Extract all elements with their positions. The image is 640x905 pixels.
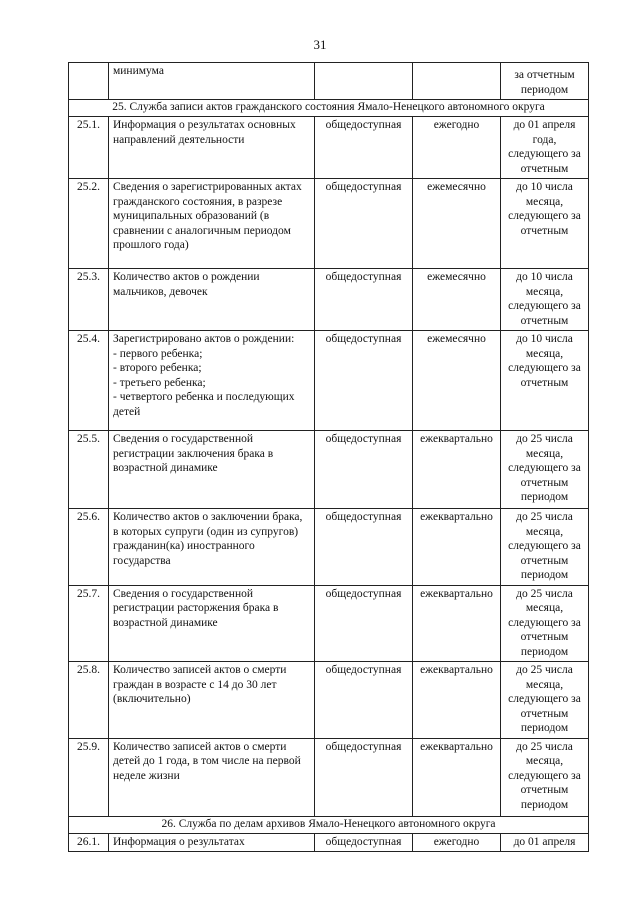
table-row: [69, 63, 589, 100]
row-periodicity: ежемесячно: [413, 179, 501, 269]
row-access: [315, 63, 413, 100]
page-number: 31: [313, 37, 327, 52]
row-deadline: до 25 числа месяца, следующего за отчетным периодом: [501, 431, 589, 509]
row-periodicity: ежеквартально: [413, 662, 501, 739]
row-periodicity: ежеквартально: [413, 585, 501, 662]
row-access: общедоступная: [315, 117, 413, 179]
row-periodicity: ежеквартально: [413, 509, 501, 586]
table-row: [69, 585, 589, 662]
table-row: [69, 833, 589, 852]
row-access: общедоступная: [315, 331, 413, 431]
row-name: Сведения о государственной регистрации расторжения брака в возрастной динамике: [109, 585, 315, 662]
data-table: [68, 62, 589, 852]
table-row: [69, 662, 589, 739]
row-name: Количество записей актов о смерти граждан в возрасте с 14 до 30 лет (включительно): [109, 662, 315, 739]
row-deadline: до 10 числа месяца, следующего за отчетным: [501, 179, 589, 269]
row-number: 25.2.: [69, 179, 109, 269]
row-name: Количество актов о заключении брака, в которых супруги (один из супругов) гражданин(ка) иностранного государства: [109, 509, 315, 586]
section-row: [69, 100, 589, 117]
row-name: Сведения о государственной регистрации заключения брака в возрастной динамике: [109, 431, 315, 509]
row-name: Сведения о зарегистрированных актах гражданского состояния, в разрезе муниципальных образований (в сравнении с аналогичным периодом прошлого года): [109, 179, 315, 269]
row-periodicity: ежемесячно: [413, 269, 501, 331]
row-name: Информация о результатах: [109, 833, 315, 852]
row-access: общедоступная: [315, 179, 413, 269]
row-number: 25.4.: [69, 331, 109, 431]
row-number: 25.8.: [69, 662, 109, 739]
row-number: 25.7.: [69, 585, 109, 662]
row-deadline: до 25 числа месяца, следующего за отчетным периодом: [501, 509, 589, 586]
row-access: общедоступная: [315, 738, 413, 816]
row-access: общедоступная: [315, 662, 413, 739]
row-name: Количество актов о рождении мальчиков, девочек: [109, 269, 315, 331]
row-periodicity: ежеквартально: [413, 738, 501, 816]
row-periodicity: ежеквартально: [413, 431, 501, 509]
row-periodicity: [413, 63, 501, 100]
row-deadline: до 10 числа месяца, следующего за отчетным: [501, 269, 589, 331]
row-access: общедоступная: [315, 509, 413, 586]
row-number: 25.9.: [69, 738, 109, 816]
row-number: [69, 63, 109, 100]
row-access: общедоступная: [315, 585, 413, 662]
row-deadline: до 10 числа месяца, следующего за отчетным: [501, 331, 589, 431]
row-number: 26.1.: [69, 833, 109, 852]
section-title: 26. Служба по делам архивов Ямало-Ненецкого автономного округа: [69, 816, 589, 833]
row-access: общедоступная: [315, 431, 413, 509]
row-name: Зарегистрировано актов о рождении: - первого ребенка; - второго ребенка; - третьего ребенка; - четвертого ребенка и последующих детей: [109, 331, 315, 431]
row-periodicity: ежегодно: [413, 833, 501, 852]
row-name: Количество записей актов о смерти детей до 1 года, в том числе на первой неделе жизни: [109, 738, 315, 816]
row-access: общедоступная: [315, 269, 413, 331]
row-deadline: до 25 числа месяца, следующего за отчетным периодом: [501, 585, 589, 662]
table-row: [69, 269, 589, 331]
row-number: 25.6.: [69, 509, 109, 586]
section-row: [69, 816, 589, 833]
table-row: [69, 331, 589, 431]
row-name: Информация о результатах основных направлений деятельности: [109, 117, 315, 179]
table-row: [69, 738, 589, 816]
row-number: 25.5.: [69, 431, 109, 509]
row-access: общедоступная: [315, 833, 413, 852]
row-deadline: до 25 числа месяца, следующего за отчетным периодом: [501, 738, 589, 816]
row-name: минимума: [109, 63, 315, 100]
row-periodicity: ежемесячно: [413, 331, 501, 431]
row-number: 25.3.: [69, 269, 109, 331]
row-number: 25.1.: [69, 117, 109, 179]
row-deadline: за отчетным периодом: [501, 63, 589, 100]
row-deadline: до 25 числа месяца, следующего за отчетным периодом: [501, 662, 589, 739]
table-row: [69, 179, 589, 269]
row-periodicity: ежегодно: [413, 117, 501, 179]
table-row: [69, 431, 589, 509]
section-title: 25. Служба записи актов гражданского состояния Ямало-Ненецкого автономного округа: [69, 100, 589, 117]
row-deadline: до 01 апреля года, следующего за отчетным: [501, 117, 589, 179]
row-deadline: до 01 апреля: [501, 833, 589, 852]
table-row: [69, 509, 589, 586]
table-row: [69, 117, 589, 179]
